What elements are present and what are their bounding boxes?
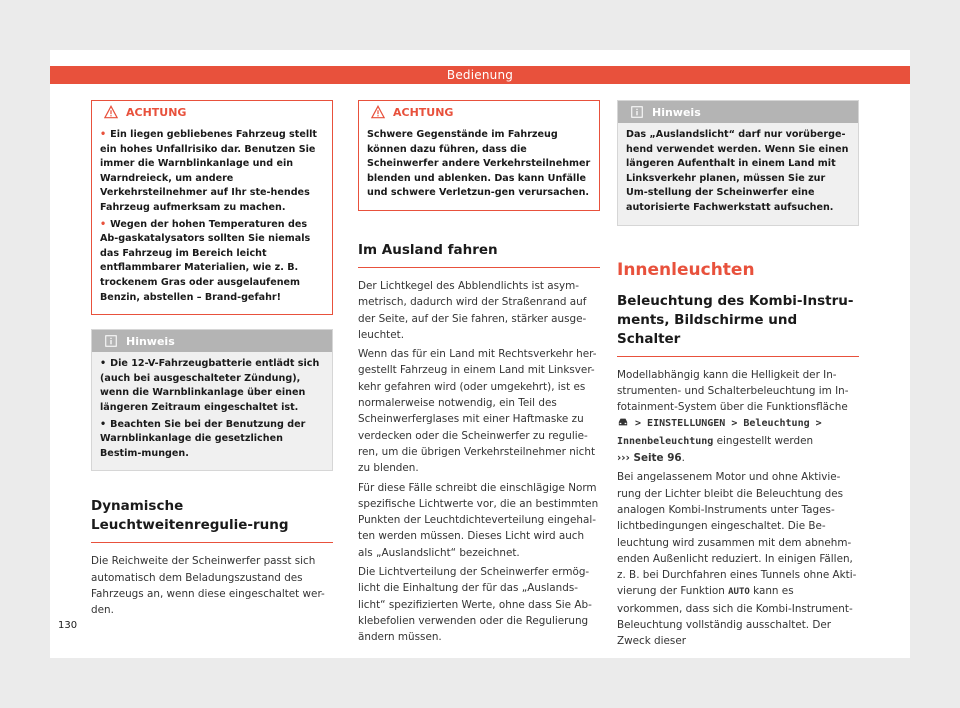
- warning-title: ACHTUNG: [126, 105, 187, 119]
- column-3: [617, 100, 859, 653]
- column-1: [91, 100, 333, 621]
- paragraph-text: Bei angelassenem Motor und ohne Aktivie-rung der Lichter bleibt die Beleuchtung des analogen Kombi-Instruments unter Tages-lichtbedingungen eingeschaltet. Die Be-leuchtung wird zusammen mit dem abnehm-enden Außenlicht reduziert. In einigen Fällen, z. B. bei Durchfahren eines Tunnels ohne Akti-vierung der Funktion: [617, 471, 857, 598]
- column-2: [358, 100, 600, 649]
- paragraph-text: kann es vorkommen, dass sich die Kombi-Instrument-Beleuchtung vollständig ausschaltet. Der Zweck dieser: [617, 585, 853, 648]
- warning-triangle-icon: [104, 105, 118, 119]
- paragraph: [617, 469, 859, 649]
- paragraph: Wenn das für ein Land mit Rechtsverkehr her-gestellt Fahrzeug in einem Land mit Linksver-kehr gefahren wird (oder umgekehrt), ist es normalerweise notwendig, ein Teil des Scheinwerferglases mit einer Haftmaske zu verdecken oder die Scheinwerfer zu regulie-ren, um die übrigen Verkehrsteilnehmer nicht zu blenden.: [358, 348, 597, 475]
- header-title: Bedienung: [446, 68, 514, 82]
- warning-box: [91, 100, 333, 315]
- info-icon: [104, 334, 118, 348]
- paragraph-text: eingestellt werden: [713, 434, 814, 447]
- page-number: 130: [58, 620, 78, 631]
- warning-box-header: [359, 101, 599, 123]
- paragraph: Die Lichtverteilung der Scheinwerfer ermög-licht die Einhaltung der für das „Auslands-licht“ spezifizierten Werte, ohne dass Sie Ab-klebefolien verwenden oder die Regulierung ändern müssen.: [358, 566, 592, 644]
- header-bar: [50, 66, 910, 84]
- body-text: [91, 553, 333, 618]
- info-icon: [630, 105, 644, 119]
- note-box-header: [618, 101, 858, 123]
- section-heading: Im Ausland fahren: [358, 241, 600, 268]
- warning-box-header: [92, 101, 332, 123]
- note-body: [618, 123, 858, 225]
- warning-bullet: • Ein liegen gebliebenes Fahrzeug stellt ein hohes Unfallrisiko dar. Benutzen Sie immer die Warnblinkanlage und ein Warndreieck, um andere Verkehrsteilnehmer auf Ihr ste-hendes Fahrzeug aufmerksam zu machen.: [100, 128, 324, 216]
- note-title: Hinweis: [652, 105, 701, 119]
- warning-triangle-icon: [371, 105, 385, 119]
- warning-title: ACHTUNG: [393, 105, 454, 119]
- paragraph-text: .: [681, 452, 685, 465]
- warning-text: Schwere Gegenstände im Fahrzeug können dazu führen, dass die Scheinwerfer andere Verkehrsteilnehmer blenden und ablenken. Das kann Unfälle und schwere Verletzun-gen verursachen.: [367, 129, 591, 199]
- car-settings-icon: [617, 417, 629, 427]
- paragraph: [617, 367, 859, 467]
- note-title: Hinweis: [126, 334, 175, 348]
- paragraph: Der Lichtkegel des Abblendlichts ist asym-metrisch, dadurch wird der Straßenrand auf der Seite, auf der Sie fahren, stärker ausge-leuchtet.: [358, 279, 587, 341]
- warning-body: [359, 123, 599, 210]
- paragraph: Die Reichweite der Scheinwerfer passt sich automatisch dem Beladungszustand des Fahrzeugs an, wenn diese eingeschaltet wer-den.: [91, 555, 325, 617]
- menu-path: > EINSTELLUNGEN > Beleuchtung > Innenbeleuchtung: [617, 418, 822, 447]
- section-heading: Beleuchtung des Kombi-Instru-ments, Bildschirme und Schalter: [617, 292, 859, 357]
- warning-bullet: • Wegen der hohen Temperaturen des Ab-gaskatalysators sollten Sie niemals das Fahrzeug im Bereich leicht entflammbarer Materialien, wie z. B. trockenem Gras oder ausgelaufenem Benzin, abstellen – Brand-gefahr!: [100, 218, 324, 306]
- note-text: Das „Auslandslicht“ darf nur vorüberge-hend verwendet werden. Wenn Sie einen längeren Aufenthalt in einem Land mit Linksverkehr planen, müssen Sie zur Um-stellung der Scheinwerfer eine autorisierte Fachwerkstatt aufsuchen.: [626, 129, 849, 213]
- note-box: [617, 100, 859, 226]
- chapter-heading: Innenleuchten: [617, 259, 755, 280]
- paragraph: Für diese Fälle schreibt die einschlägige Norm spezifische Lichtwerte vor, die an bestimmten Punkten der Leuchtdichteverteilung eingehal-ten werden müssen. Dieses Licht wird auch als „Auslandslicht“ bezeichnet.: [358, 481, 599, 559]
- note-body: [92, 352, 332, 470]
- body-text: [617, 367, 859, 650]
- note-bullet: • Beachten Sie bei der Benutzung der Warnblinkanlage die gesetzlichen Bestim-mungen.: [100, 418, 324, 462]
- auto-function-label: AUTO: [728, 587, 750, 598]
- note-box-header: [92, 330, 332, 352]
- section-heading: Dynamische Leuchtweitenregulie-rung: [91, 497, 333, 543]
- note-box: [91, 329, 333, 471]
- body-text: [358, 278, 600, 646]
- page-reference-link[interactable]: ››› Seite 96: [617, 452, 682, 465]
- warning-box: [358, 100, 600, 211]
- paragraph-text: Modellabhängig kann die Helligkeit der In-strumenten- und Schalterbeleuchtung im In-fotainment-System über die Funktionsfläche: [617, 368, 849, 414]
- note-bullet: • Die 12-V-Fahrzeugbatterie entlädt sich (auch bei ausgeschalteter Zündung), wenn die Warnblinkanlage über einen längeren Zeitraum eingeschaltet ist.: [100, 357, 324, 415]
- warning-body: [92, 123, 332, 314]
